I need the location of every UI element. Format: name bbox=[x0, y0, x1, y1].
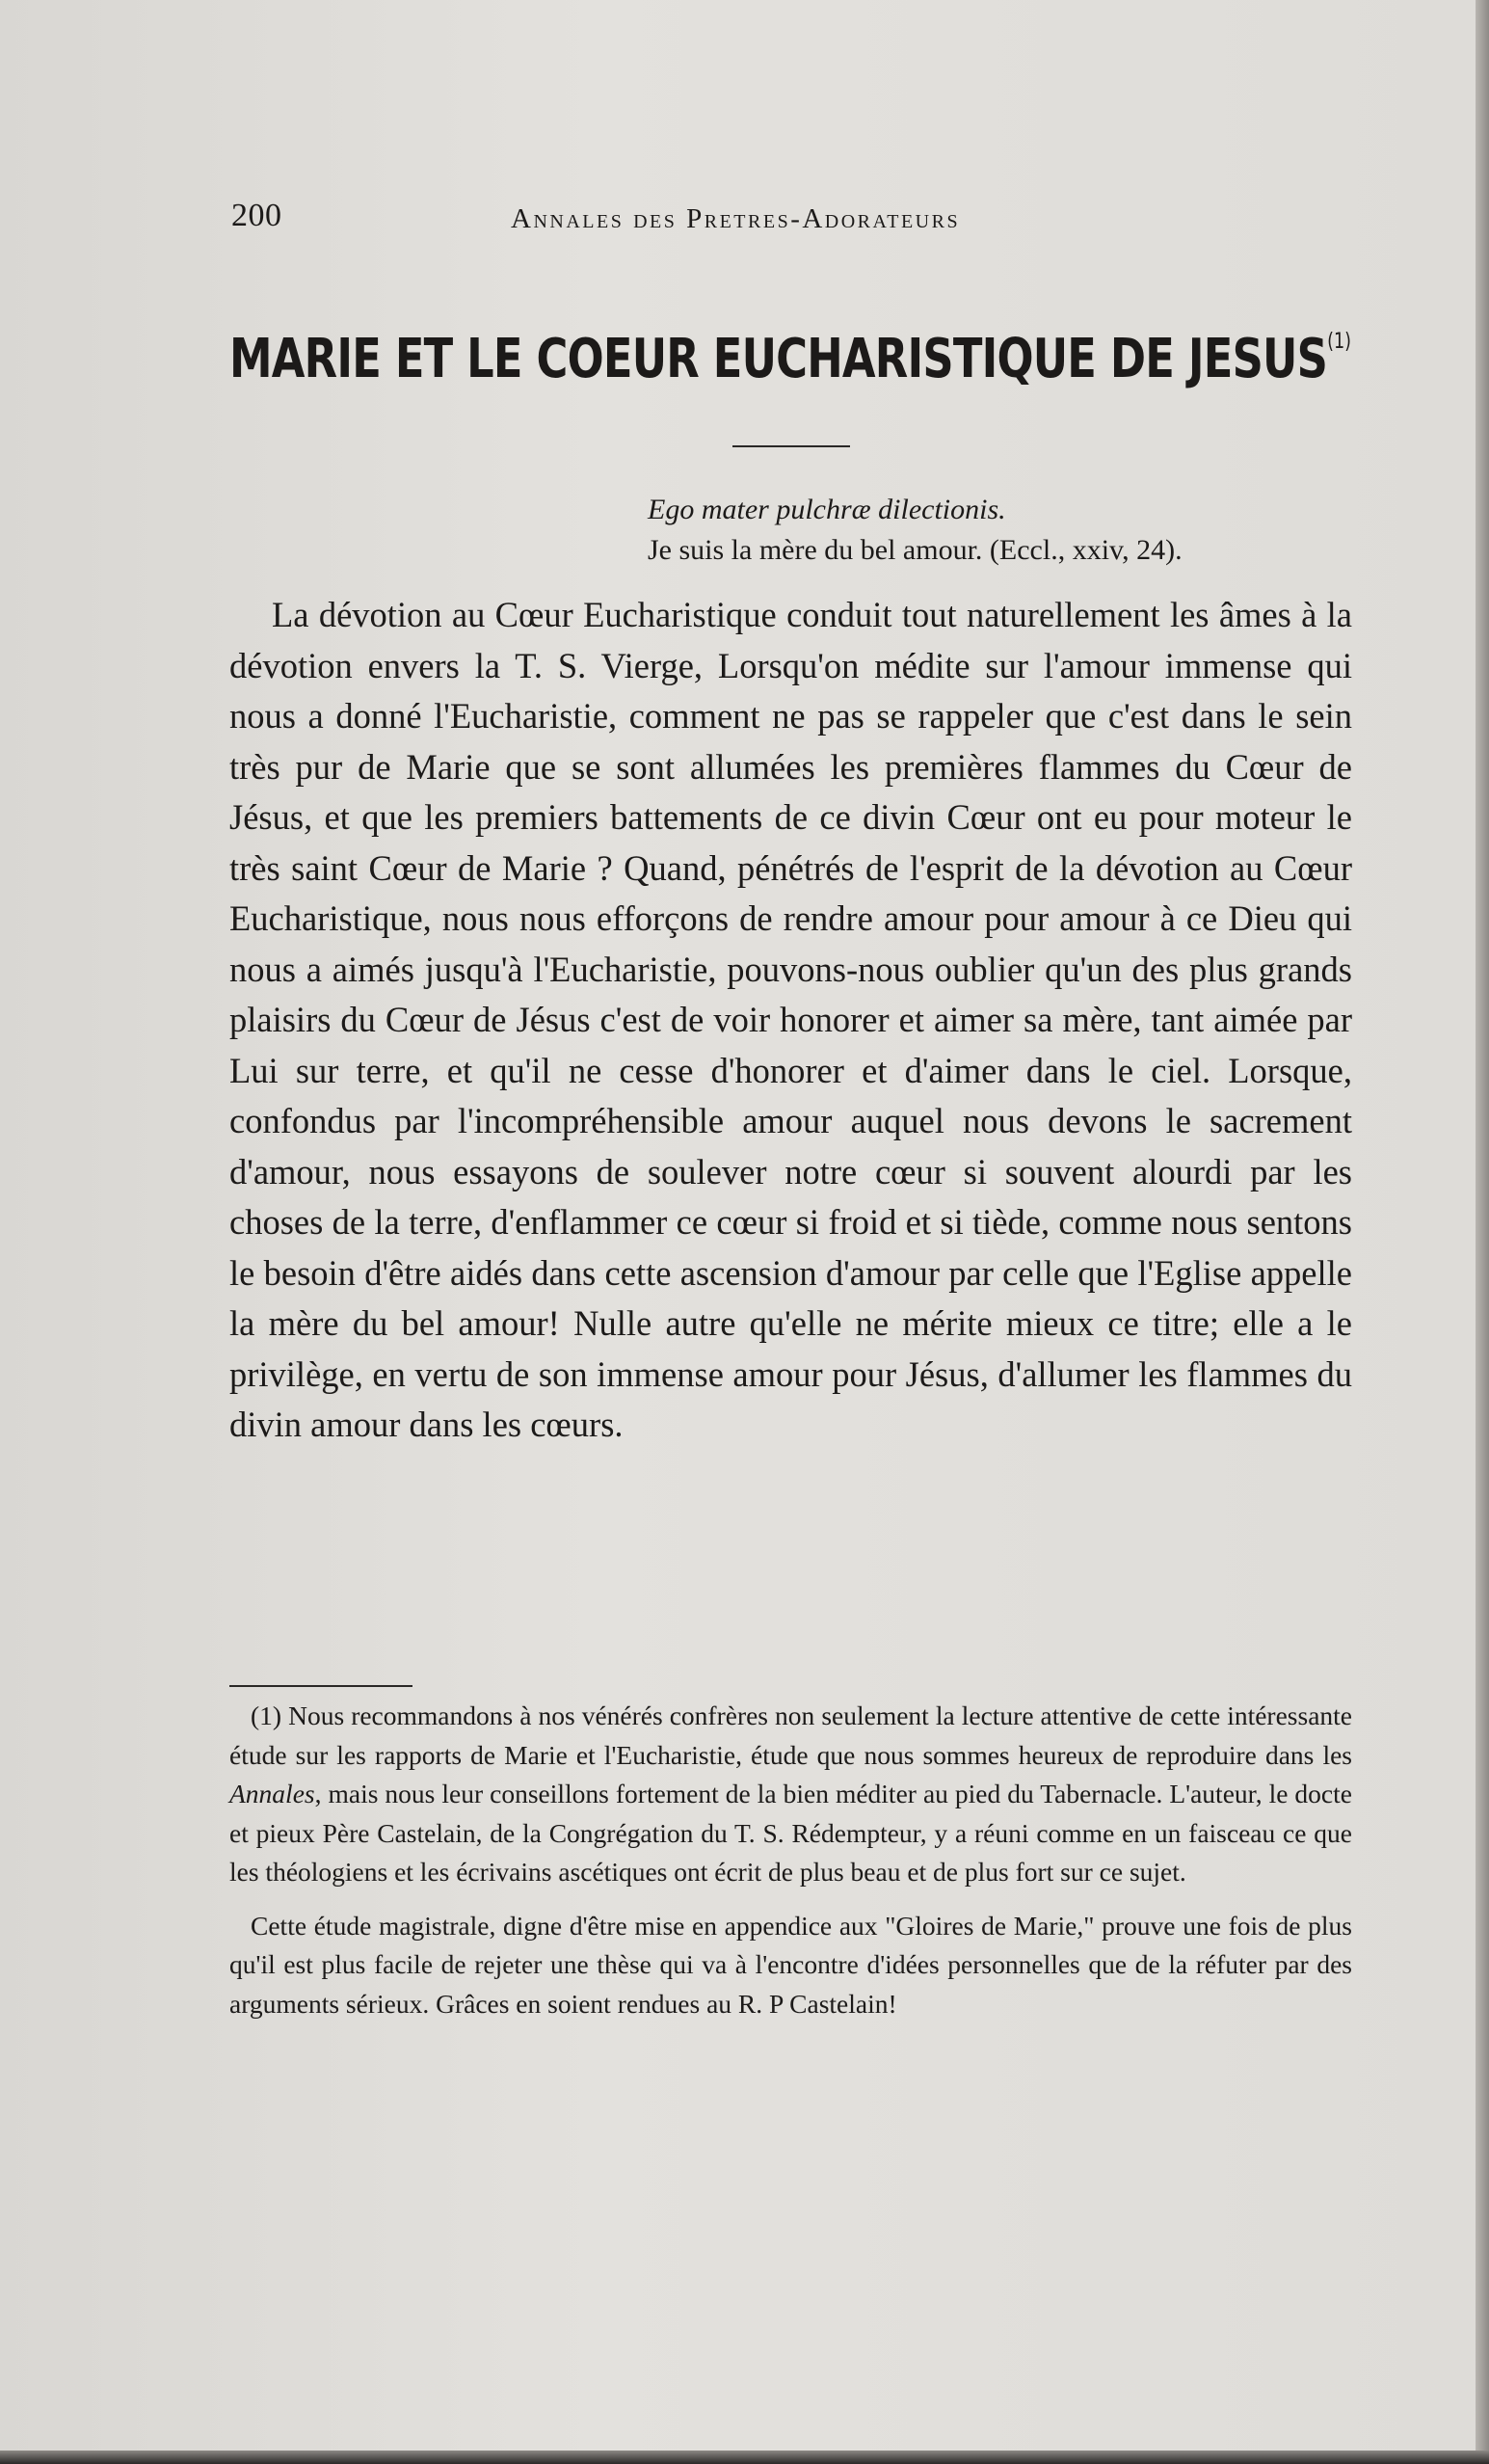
title-rule bbox=[732, 445, 850, 447]
title-footnote-ref: (1) bbox=[1327, 330, 1352, 354]
footnote-1-text-b: , mais nous leur conseillons fortement de la bien méditer au pied du Tabernacle. L'auteur, le docte et pieux Père Castelain, de la Congrégation du T. S. Rédempteur, y a réuni comme en un faisceau ce que les théologiens et les écrivains ascétiques ont écrit de plus beau et de plus fort sur ce sujet. bbox=[229, 1779, 1352, 1887]
epigraph-latin: Ego mater pulchræ dilectionis. bbox=[648, 494, 1006, 525]
footnote-1-italic: Annales bbox=[229, 1779, 315, 1808]
footnotes bbox=[229, 1697, 1352, 2038]
article-body: La dévotion au Cœur Eucharistique conduit tout naturellement les âmes à la dévotion envers la T. S. Vierge, Lorsqu'on médite sur l'amour immense qui nous a donné l'Eucharistie, comment ne pas se rappeler que c'est dans le sein très pur de Marie que se sont allumées les premières flammes du Cœur de Jésus, et que les premiers battements de ce divin Cœur ont eu pour moteur le très saint Cœur de Marie ? Quand, pénétrés de l'esprit de la dévotion au Cœur Eucharistique, nous nous efforçons de rendre amour pour amour à ce Dieu qui nous a aimés jusqu'à l'Eucharistie, pouvons-nous oublier qu'un des plus grands plaisirs du Cœur de Jésus c'est de voir honorer et aimer sa mère, tant aimée par Lui sur terre, et qu'il ne cesse d'honorer et d'aimer dans le ciel. Lorsque, confondus par l'incompréhensible amour auquel nous devons le sacrement d'amour, nous essayons de soulever notre cœur si souvent alourdi par les choses de la terre, d'enflammer ce cœur si froid et si tiède, comme nous sentons le besoin d'être aidés dans cette ascension d'amour par celle que l'Eglise appelle la mère du bel amour! Nulle autre qu'elle ne mérite mieux ce titre; elle a le privilège, en vertu de son immense amour pour Jésus, d'allumer les flammes du divin amour dans les cœurs. bbox=[229, 595, 1352, 1444]
page-number: 200 bbox=[231, 198, 282, 233]
article-title bbox=[229, 328, 1352, 390]
page-edge-right bbox=[1476, 0, 1489, 2464]
page-edge-bottom bbox=[0, 2451, 1489, 2464]
epigraph bbox=[648, 490, 1380, 571]
epigraph-french: Je suis la mère du bel amour. (Eccl., xxiv, 24). bbox=[648, 534, 1183, 566]
article-title-text: MARIE ET LE COEUR EUCHARISTIQUE DE JESUS bbox=[229, 328, 1328, 390]
footnote-1 bbox=[229, 1697, 1352, 1892]
running-title: Annales des Pretres-Adorateurs bbox=[511, 203, 961, 234]
running-head bbox=[231, 198, 1369, 246]
footnote-rule bbox=[229, 1685, 412, 1687]
footnote-1-text-a: (1) Nous recommandons à nos vénérés confrères non seulement la lecture attentive de cette intéressante étude sur les rapports de Marie et l'Eucharistie, étude que nous sommes heureux de reproduire dans les bbox=[229, 1701, 1352, 1770]
footnote-2: Cette étude magistrale, digne d'être mise en appendice aux "Gloires de Marie," prouve une fois de plus qu'il est plus facile de rejeter une thèse qui va à l'encontre d'idées personnelles que de la réfuter par des arguments sérieux. Grâces en soient rendues au R. P Castelain! bbox=[229, 1910, 1352, 2019]
